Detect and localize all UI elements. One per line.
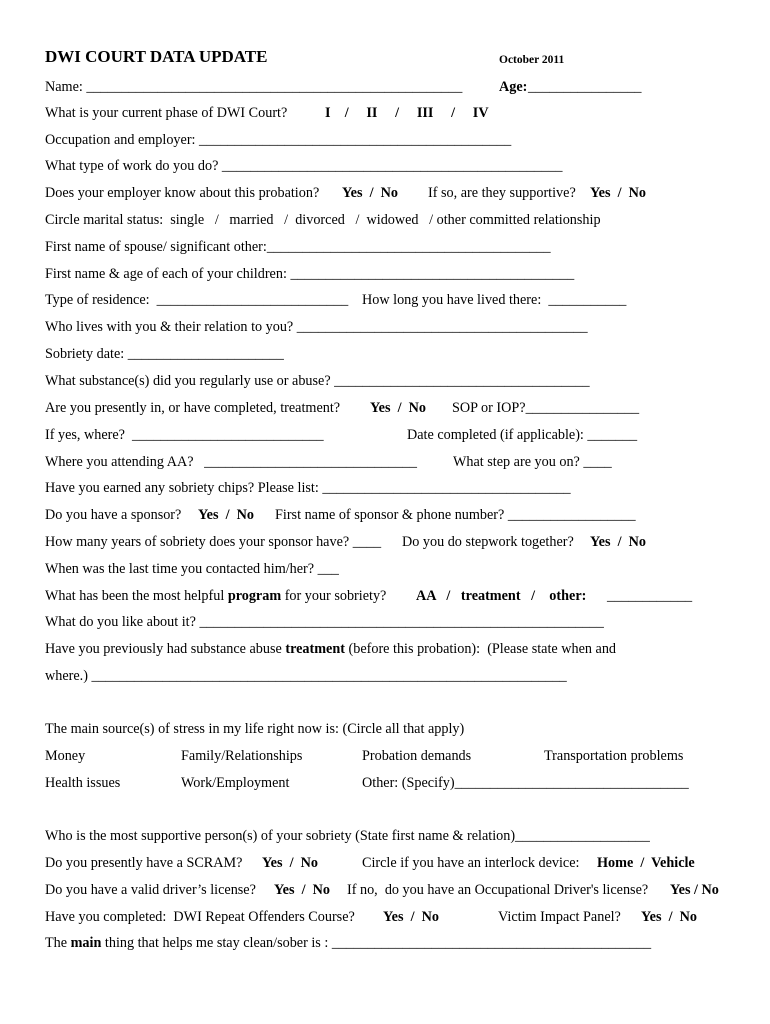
license-yes-no[interactable]: Yes / No [274, 882, 330, 898]
lived-field[interactable]: How long you have lived there: ___________ [362, 292, 627, 308]
prev-pre: Have you previously had substance abuse [45, 641, 282, 657]
residence-field[interactable]: Type of residence: ___________________________ [45, 292, 349, 308]
helpful-pre: What has been the most helpful [45, 588, 225, 604]
helpful-question [45, 588, 386, 604]
sponsor-yes-no[interactable]: Yes / No [198, 507, 254, 523]
completed-course-question: Have you completed: DWI Repeat Offenders Course? [45, 909, 355, 925]
date-completed-field[interactable]: Date completed (if applicable): _______ [407, 427, 638, 443]
prev-post: (before this probation): (Please state when and [348, 641, 617, 657]
work-type-field[interactable]: What type of work do you do? ________________________________________________ [45, 158, 563, 174]
form-date: October 2011 [499, 54, 565, 66]
scram-yes-no[interactable]: Yes / No [262, 855, 318, 871]
age-label: Age: [499, 79, 528, 95]
sponsor-question: Do you have a sponsor? [45, 507, 182, 523]
main-helper-field[interactable] [45, 935, 651, 951]
helpful-options[interactable]: AA / treatment / other: [416, 588, 587, 604]
treatment-where-field[interactable]: If yes, where? ___________________________ [45, 427, 324, 443]
like-field[interactable]: What do you like about it? _________________________________________________________ [45, 614, 604, 630]
prev-treatment: treatment [285, 641, 345, 657]
interlock-question: Circle if you have an interlock device: [362, 855, 580, 871]
stress-money[interactable]: Money [45, 748, 86, 764]
contacted-field[interactable]: When was the last time you contacted him/her? ___ [45, 561, 339, 577]
supportive-question: If so, are they supportive? [428, 185, 576, 201]
age-field[interactable]: ________________ [528, 79, 642, 95]
step-field[interactable]: What step are you on? ____ [453, 454, 612, 470]
employer-know-yes-no[interactable]: Yes / No [342, 185, 398, 201]
main-post: thing that helps me stay clean/sober is : _____________________________________________ [104, 935, 652, 951]
stress-family[interactable]: Family/Relationships [181, 748, 303, 764]
marital-status[interactable]: Circle marital status: single / married / divorced / widowed / other committed relationship [45, 212, 601, 228]
stress-probation[interactable]: Probation demands [362, 748, 472, 764]
occupational-license-question: If no, do you have an Occupational Driver's license? [347, 882, 649, 898]
supportive-person-field[interactable]: Who is the most supportive person(s) of your sobriety (State first name & relation)___________________ [45, 828, 650, 844]
employer-know-question: Does your employer know about this probation? [45, 185, 320, 201]
stepwork-question: Do you do stepwork together? [402, 534, 574, 550]
spouse-field[interactable]: First name of spouse/ significant other:________________________________________ [45, 239, 551, 255]
occupation-field[interactable]: Occupation and employer: ____________________________________________ [45, 132, 512, 148]
main-pre: The [45, 935, 68, 951]
previous-treatment-field[interactable]: where.) ___________________________________________________________________ [45, 668, 567, 684]
phase-question: What is your current phase of DWI Court? [45, 105, 288, 121]
form-title: DWI COURT DATA UPDATE [45, 47, 268, 66]
previous-treatment-question [45, 641, 616, 657]
main-bold: main [70, 935, 102, 951]
stress-heading: The main source(s) of stress in my life right now is: (Circle all that apply) [45, 721, 465, 737]
sop-iop-field[interactable]: SOP or IOP?________________ [452, 400, 640, 416]
supportive-yes-no[interactable]: Yes / No [590, 185, 646, 201]
interlock-options[interactable]: Home / Vehicle [597, 855, 695, 871]
scram-question: Do you presently have a SCRAM? [45, 855, 243, 871]
helpful-program: program [227, 588, 282, 604]
stress-transportation[interactable]: Transportation problems [544, 748, 684, 764]
substances-field[interactable]: What substance(s) did you regularly use or abuse? ____________________________________ [45, 373, 590, 389]
helpful-other-field[interactable]: ____________ [607, 588, 693, 604]
lives-with-field[interactable]: Who lives with you & their relation to you? _________________________________________ [45, 319, 588, 335]
stress-work[interactable]: Work/Employment [181, 775, 290, 791]
phase-options[interactable]: I / II / III / IV [325, 105, 489, 121]
stepwork-yes-no[interactable]: Yes / No [590, 534, 646, 550]
treatment-yes-no[interactable]: Yes / No [370, 400, 426, 416]
victim-panel-question: Victim Impact Panel? [498, 909, 621, 925]
sponsor-name-field[interactable]: First name of sponsor & phone number? __________________ [275, 507, 636, 523]
stress-health[interactable]: Health issues [45, 775, 121, 791]
completed-course-yes-no[interactable]: Yes / No [383, 909, 439, 925]
treatment-question: Are you presently in, or have completed, treatment? [45, 400, 341, 416]
helpful-post: for your sobriety? [284, 588, 387, 604]
sponsor-years-field[interactable]: How many years of sobriety does your sponsor have? ____ [45, 534, 382, 550]
occupational-license-yes-no[interactable]: Yes / No [670, 882, 719, 898]
victim-panel-yes-no[interactable]: Yes / No [641, 909, 697, 925]
aa-where-field[interactable]: Where you attending AA? ______________________________ [45, 454, 417, 470]
license-question: Do you have a valid driver’s license? [45, 882, 256, 898]
stress-other-field[interactable]: Other: (Specify)_________________________________ [362, 775, 689, 791]
chips-field[interactable]: Have you earned any sobriety chips? Please list: ___________________________________ [45, 480, 571, 496]
name-field[interactable]: Name: _____________________________________________________ [45, 79, 463, 95]
sobriety-date-field[interactable]: Sobriety date: ______________________ [45, 346, 284, 362]
children-field[interactable]: First name & age of each of your children: ________________________________________ [45, 266, 575, 282]
